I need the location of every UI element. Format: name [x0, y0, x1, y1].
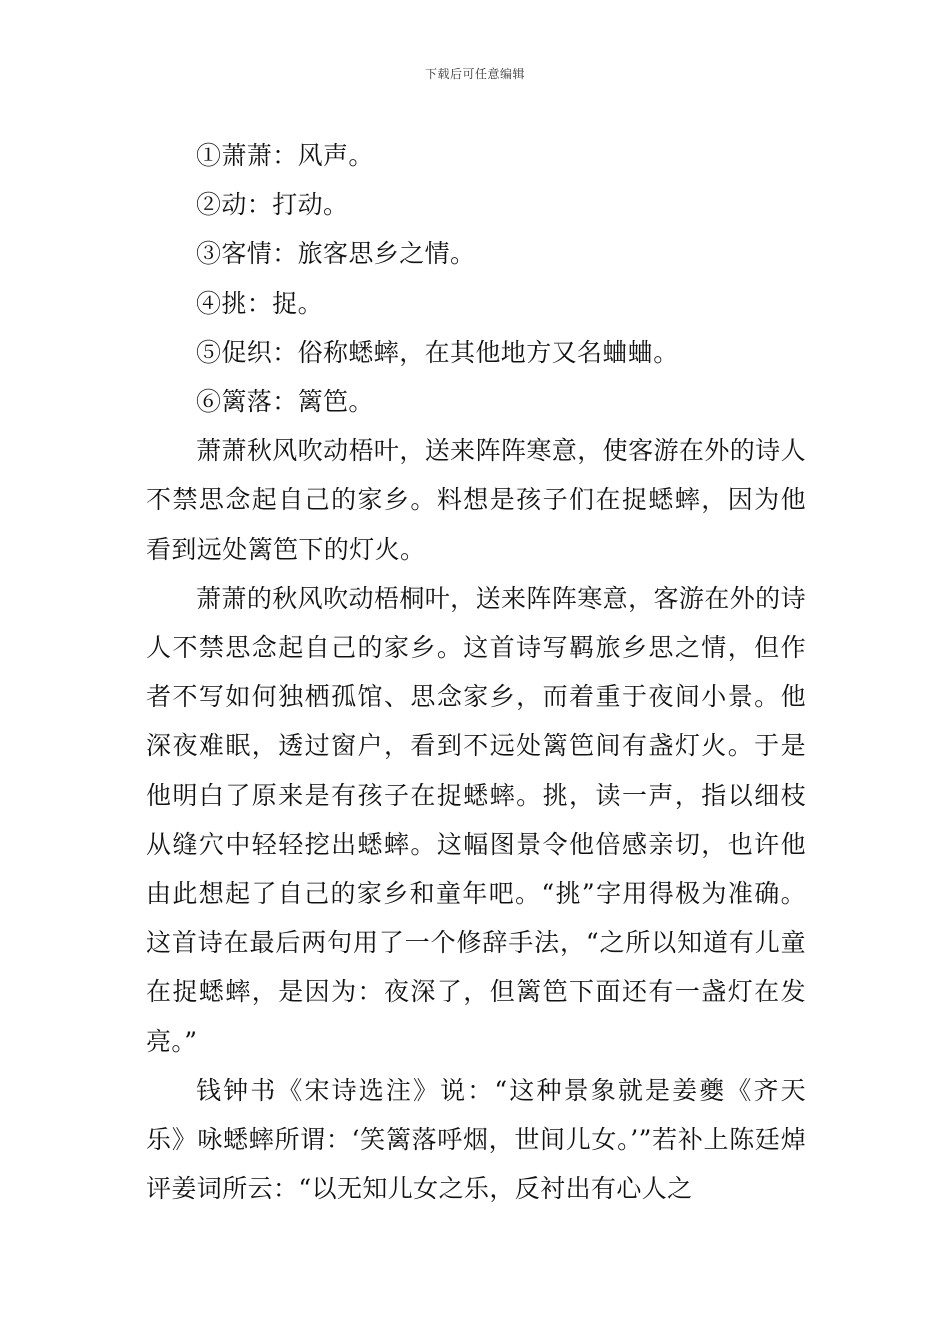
document-body — [146, 131, 806, 1213]
appreciation-paragraph: 萧萧的秋风吹动梧桐叶，送来阵阵寒意，客游在外的诗人不禁思念起自己的家乡。这首诗写羁旅乡思之情，但作者不写如何独栖孤馆、思念家乡，而着重于夜间小景。他深夜难眠，透过窗户，看到不远处篱笆间有盏灯火。于是他明白了原来是有孩子在捉蟋蟀。挑，读一声，指以细枝从缝穴中轻轻挖出蟋蟀。这幅图景令他倍感亲切，也许他由此想起了自己的家乡和童年吧。“挑”字用得极为准确。这首诗在最后两句用了一个修辞手法，“之所以知道有儿童在捉蟋蟀，是因为：夜深了，但篱笆下面还有一盏灯在发亮。” — [146, 583, 806, 1056]
commentary-paragraph: 钱钟书《宋诗选注》说：“这种景象就是姜夔《齐天乐》咏蟋蟀所谓：‘笑篱落呼烟，世间儿女。’”若补上陈廷焯评姜词所云：“以无知儿女之乐，反衬出有心人之 — [146, 1075, 806, 1204]
annotation-note-1: ①萧萧：风声。 — [196, 141, 374, 170]
annotation-note-5: ⑤促织：俗称蟋蟀，在其他地方又名蛐蛐。 — [196, 337, 679, 367]
translation-paragraph: 萧萧秋风吹动梧叶，送来阵阵寒意，使客游在外的诗人不禁思念起自己的家乡。料想是孩子们在捉蟋蟀，因为他看到远处篱笆下的灯火。 — [146, 436, 806, 564]
annotation-note-3: ③客情：旅客思乡之情。 — [196, 239, 476, 269]
annotation-note-4: ④挑：捉。 — [196, 288, 324, 318]
annotation-note-6: ⑥篱落：篱笆。 — [196, 387, 374, 417]
page-header: 下载后可任意编辑 — [424, 67, 525, 81]
annotation-note-2: ②动：打动。 — [196, 190, 349, 220]
